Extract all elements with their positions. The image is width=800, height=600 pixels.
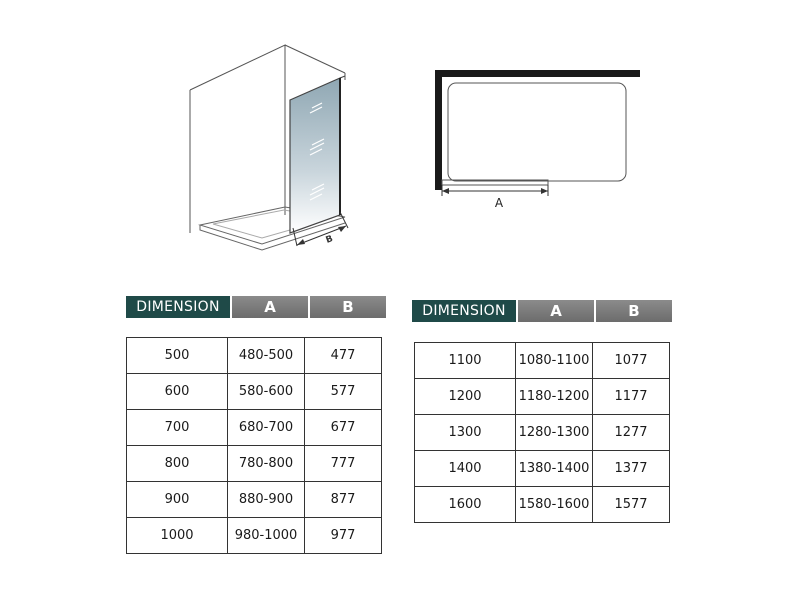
b-cell: 1577 bbox=[593, 487, 670, 523]
a-cell: 1180-1200 bbox=[516, 379, 593, 415]
header-b: B bbox=[308, 296, 386, 318]
table-row bbox=[415, 487, 670, 523]
dimension-cell: 800 bbox=[127, 446, 228, 482]
table-row bbox=[127, 446, 382, 482]
dimension-cell: 1200 bbox=[415, 379, 516, 415]
header-a: A bbox=[230, 296, 308, 318]
table-row bbox=[127, 410, 382, 446]
a-cell: 780-800 bbox=[228, 446, 305, 482]
header-dimension: DIMENSION bbox=[412, 300, 516, 322]
b-cell: 977 bbox=[305, 518, 382, 554]
dimension-cell: 500 bbox=[127, 338, 228, 374]
a-cell: 1380-1400 bbox=[516, 451, 593, 487]
left-dimension-table bbox=[126, 337, 382, 554]
header-dimension: DIMENSION bbox=[126, 296, 230, 318]
table-row bbox=[415, 451, 670, 487]
table-row bbox=[127, 374, 382, 410]
header-b: B bbox=[594, 300, 672, 322]
b-cell: 477 bbox=[305, 338, 382, 374]
dimension-cell: 1000 bbox=[127, 518, 228, 554]
right-dimension-table bbox=[414, 342, 670, 523]
glass-panel bbox=[290, 78, 340, 233]
dimension-cell: 1300 bbox=[415, 415, 516, 451]
a-cell: 1580-1600 bbox=[516, 487, 593, 523]
b-cell: 1177 bbox=[593, 379, 670, 415]
header-a: A bbox=[516, 300, 594, 322]
b-cell: 1077 bbox=[593, 343, 670, 379]
right-table-header bbox=[412, 300, 672, 322]
label-a: A bbox=[494, 196, 504, 210]
left-table-header bbox=[126, 296, 386, 318]
shower-diagram bbox=[0, 0, 800, 270]
a-cell: 980-1000 bbox=[228, 518, 305, 554]
a-cell: 580-600 bbox=[228, 374, 305, 410]
dimension-cell: 1600 bbox=[415, 487, 516, 523]
dimension-cell: 1100 bbox=[415, 343, 516, 379]
a-cell: 1080-1100 bbox=[516, 343, 593, 379]
a-cell: 1280-1300 bbox=[516, 415, 593, 451]
table-row bbox=[127, 338, 382, 374]
label-b: B bbox=[324, 234, 335, 246]
table-row bbox=[415, 379, 670, 415]
dimension-cell: 1400 bbox=[415, 451, 516, 487]
perspective-view bbox=[190, 45, 348, 250]
dimension-cell: 700 bbox=[127, 410, 228, 446]
b-cell: 877 bbox=[305, 482, 382, 518]
table-row bbox=[415, 343, 670, 379]
dimension-cell: 900 bbox=[127, 482, 228, 518]
a-cell: 480-500 bbox=[228, 338, 305, 374]
a-cell: 880-900 bbox=[228, 482, 305, 518]
b-cell: 1277 bbox=[593, 415, 670, 451]
plan-view bbox=[435, 70, 640, 196]
dimension-cell: 600 bbox=[127, 374, 228, 410]
b-cell: 777 bbox=[305, 446, 382, 482]
b-cell: 1377 bbox=[593, 451, 670, 487]
table-row bbox=[415, 415, 670, 451]
table-row bbox=[127, 518, 382, 554]
a-cell: 680-700 bbox=[228, 410, 305, 446]
table-row bbox=[127, 482, 382, 518]
b-cell: 677 bbox=[305, 410, 382, 446]
b-cell: 577 bbox=[305, 374, 382, 410]
